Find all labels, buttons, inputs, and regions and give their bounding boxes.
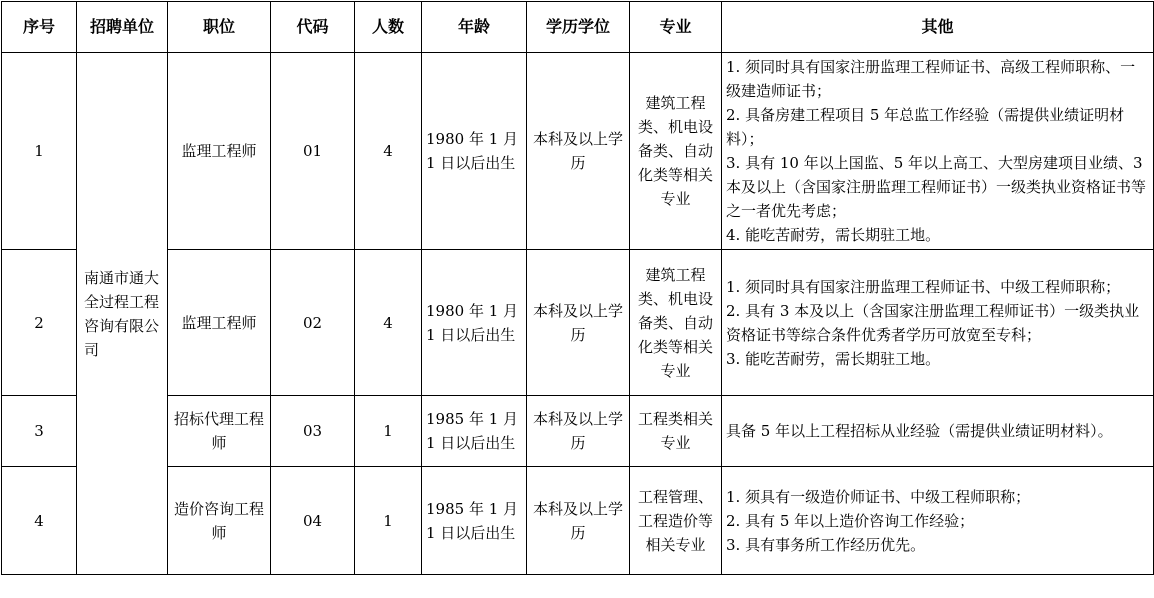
- table-row: [2, 396, 1154, 467]
- major-cell: 建筑工程类、机电设备类、自动化类等相关专业: [630, 250, 722, 396]
- other-line: 2. 具备房建工程项目 5 年总监工作经验（需提供业绩证明材料）；: [726, 106, 1125, 148]
- other-line: 4. 能吃苦耐劳，需长期驻工地。: [726, 226, 941, 244]
- other-line: 2. 具有 5 年以上造价咨询工作经验；: [726, 511, 975, 530]
- header-unit: 招聘单位: [77, 2, 168, 53]
- count-cell: 4: [355, 53, 422, 250]
- code-cell: 01: [271, 53, 355, 250]
- table-row: [2, 467, 1154, 575]
- header-age: 年龄: [422, 2, 527, 53]
- position-cell: 造价咨询工程师: [168, 467, 271, 575]
- other-line: 1. 须同时具有国家注册监理工程师证书、中级工程师职称；: [726, 277, 1121, 296]
- seq-cell: 4: [2, 467, 77, 575]
- header-seq: 序号: [2, 2, 77, 53]
- age-cell: 1985 年 1 月 1 日以后出生: [422, 467, 527, 575]
- education-cell: 本科及以上学历: [527, 53, 630, 250]
- count-cell: 1: [355, 396, 422, 467]
- education-cell: 本科及以上学历: [527, 250, 630, 396]
- header-count: 人数: [355, 2, 422, 53]
- other-line: 3. 具有事务所工作经历优先。: [726, 535, 926, 554]
- other-cell: [722, 396, 1154, 467]
- header-education: 学历学位: [527, 2, 630, 53]
- major-cell: 工程管理、工程造价等相关专业: [630, 467, 722, 575]
- header-other: 其他: [722, 2, 1154, 53]
- education-cell: 本科及以上学历: [527, 396, 630, 467]
- header-code: 代码: [271, 2, 355, 53]
- header-row: [2, 2, 1154, 53]
- count-cell: 1: [355, 467, 422, 575]
- recruitment-table: [1, 1, 1154, 575]
- table-row: [2, 53, 1154, 250]
- code-cell: 04: [271, 467, 355, 575]
- age-cell: 1980 年 1 月 1 日以后出生: [422, 250, 527, 396]
- unit-cell: [77, 53, 168, 575]
- education-cell: 本科及以上学历: [527, 467, 630, 575]
- seq-cell: 1: [2, 53, 77, 250]
- other-line: 2. 具有 3 本及以上（含国家注册监理工程师证书）一级类执业资格证书等综合条件优秀者学历可放宽至专科；: [726, 301, 1140, 344]
- other-line: 1. 须同时具有国家注册监理工程师证书、高级工程师职称、一级建造师证书；: [726, 58, 1136, 100]
- count-cell: 4: [355, 250, 422, 396]
- position-cell: 招标代理工程师: [168, 396, 271, 467]
- other-cell: [722, 467, 1154, 575]
- position-cell: 监理工程师: [168, 250, 271, 396]
- seq-cell: 2: [2, 250, 77, 396]
- other-line: 1. 须具有一级造价师证书、中级工程师职称；: [726, 487, 1031, 506]
- age-cell: 1980 年 1 月 1 日以后出生: [422, 53, 527, 250]
- other-line: 3. 能吃苦耐劳，需长期驻工地。: [726, 349, 941, 368]
- seq-cell: 3: [2, 396, 77, 467]
- age-cell: 1985 年 1 月 1 日以后出生: [422, 396, 527, 467]
- unit-name: 南通市通大全过程工程咨询有限公司: [84, 268, 160, 359]
- code-cell: 03: [271, 396, 355, 467]
- code-cell: 02: [271, 250, 355, 396]
- other-line: 具备 5 年以上工程招标从业经验（需提供业绩证明材料）。: [726, 422, 1113, 440]
- header-major: 专业: [630, 2, 722, 53]
- header-position: 职位: [168, 2, 271, 53]
- major-cell: 工程类相关专业: [630, 396, 722, 467]
- other-cell: [722, 53, 1154, 250]
- other-line: 3. 具有 10 年以上国监、5 年以上高工、大型房建项目业绩、3 本及以上（含国家注册监理工程师证书）一级类执业资格证书等之一者优先考虑；: [726, 154, 1147, 220]
- other-cell: [722, 250, 1154, 396]
- major-cell: 建筑工程类、机电设备类、自动化类等相关专业: [630, 53, 722, 250]
- table-row: [2, 250, 1154, 396]
- position-cell: 监理工程师: [168, 53, 271, 250]
